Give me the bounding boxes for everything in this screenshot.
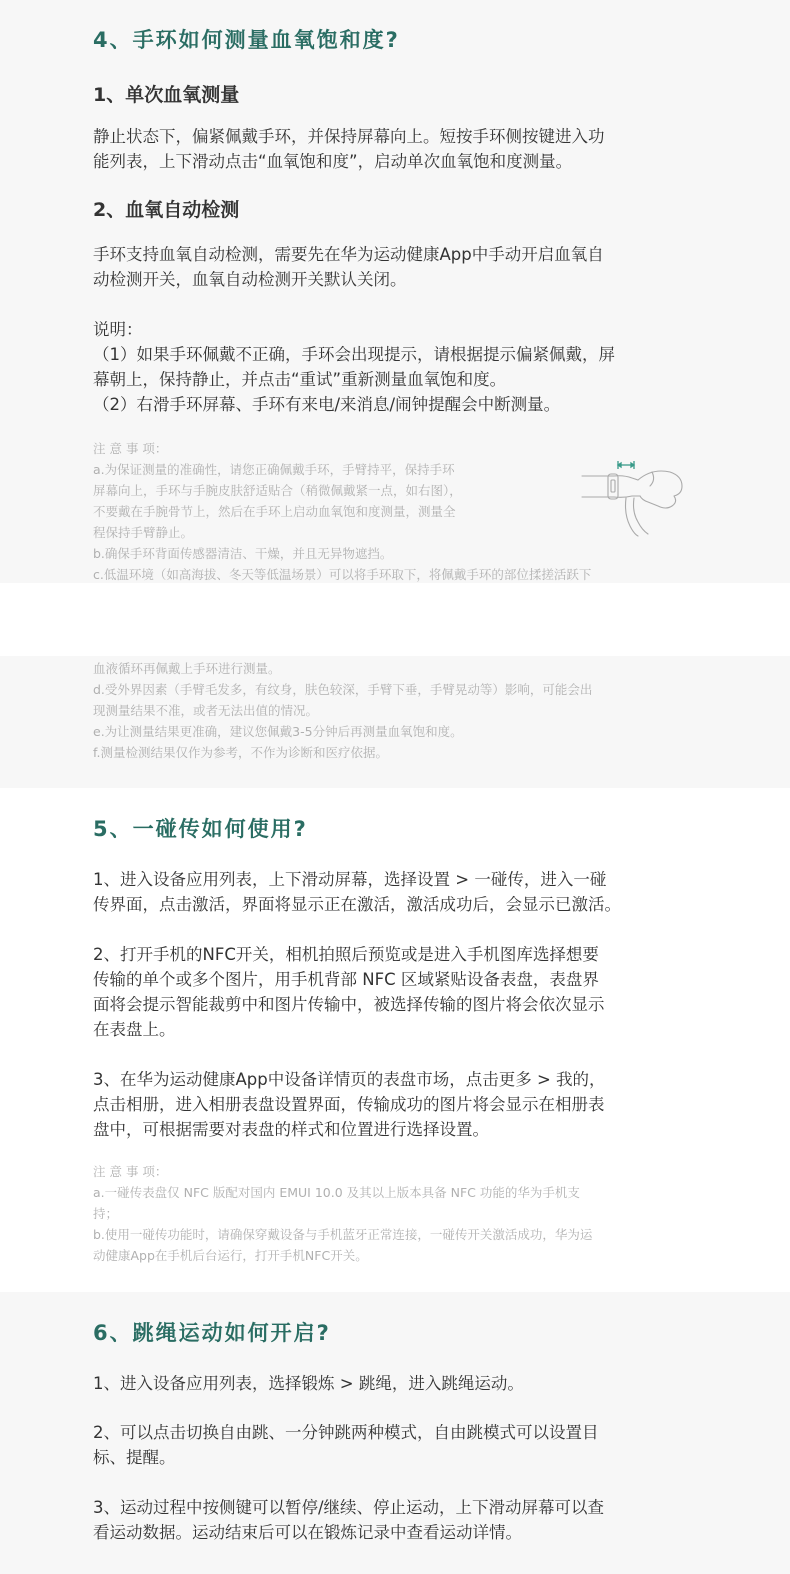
text-line: 3、在华为运动健康App中设备详情页的表盘市场，点击更多 > 我的， — [93, 1070, 606, 1089]
explanation-text — [93, 317, 693, 417]
section-5-step-3 — [93, 1067, 693, 1142]
text-line: （2）右滑手环屏幕、手环有来电/来消息/闹钟提醒会中断测量。 — [93, 395, 561, 414]
auto-detect-title: 2、血氧自动检测 — [93, 199, 240, 221]
text-line: 看运动数据。运动结束后可以在锻炼记录中查看运动详情。 — [93, 1523, 522, 1542]
note-line: 持； — [93, 1206, 119, 1221]
section-5-step-1 — [93, 867, 693, 917]
note-line: b.使用一碰传功能时，请确保穿戴设备与手机蓝牙正常连接，一碰传开关激活成功，华为运 — [93, 1227, 593, 1242]
section-4-notes-bottom — [93, 658, 693, 763]
section-4-gap — [0, 583, 790, 656]
note-line: a.为保证测量的准确性，请您正确佩戴手环，手臂持平，保持手环 — [93, 462, 455, 477]
text-line: 在表盘上。 — [93, 1020, 176, 1039]
text-line: 能列表，上下滑动点击“血氧饱和度”，启动单次血氧饱和度测量。 — [93, 152, 573, 171]
section-4-title: 4、手环如何测量血氧饱和度? — [93, 28, 400, 52]
auto-detect-text — [93, 242, 693, 292]
note-line: c.低温环境（如高海拔、冬天等低温场景）可以将手环取下，将佩戴手环的部位揉搓活跃下 — [93, 567, 592, 582]
note-line: 动健康App在手机后台运行，打开手机NFC开关。 — [93, 1248, 368, 1263]
section-5-title: 5、一碰传如何使用? — [93, 817, 308, 841]
text-line: 静止状态下，偏紧佩戴手环，并保持屏幕向上。短按手环侧按键进入功 — [93, 127, 605, 146]
text-line: 动检测开关，血氧自动检测开关默认关闭。 — [93, 270, 407, 289]
section-6-title: 6、跳绳运动如何开启? — [93, 1321, 331, 1345]
note-heading: 注 意 事 项： — [93, 441, 168, 456]
text-line: 点击相册，进入相册表盘设置界面，传输成功的图片将会显示在相册表 — [93, 1095, 605, 1114]
text-line: （1）如果手环佩戴不正确，手环会出现提示，请根据提示偏紧佩戴，屏 — [93, 345, 615, 364]
wrist-band-icon — [578, 456, 688, 538]
note-line: 程保持手臂静止。 — [93, 525, 194, 540]
text-line: 3、运动过程中按侧键可以暂停/继续、停止运动，上下滑动屏幕可以查 — [93, 1498, 605, 1517]
text-line: 1、进入设备应用列表，选择锻炼 > 跳绳，进入跳绳运动。 — [93, 1374, 524, 1393]
text-line: 1、进入设备应用列表，上下滑动屏幕，选择设置 > 一碰传，进入一碰 — [93, 870, 607, 889]
single-measure-title: 1、单次血氧测量 — [93, 84, 240, 106]
note-line: 不要戴在手腕骨节上，然后在手环上启动血氧饱和度测量，测量全 — [93, 504, 456, 519]
text-line: 面将会提示智能裁剪中和图片传输中，被选择传输的图片将会依次显示 — [93, 995, 605, 1014]
section-6-step-2 — [93, 1420, 693, 1470]
note-line: 屏幕向上，手环与手腕皮肤舒适贴合（稍微佩戴紧一点，如右图）， — [93, 483, 462, 498]
note-line: e.为让测量结果更准确，建议您佩戴3-5分钟后再测量血氧饱和度。 — [93, 724, 463, 739]
text-line: 标、提醒。 — [93, 1448, 176, 1467]
text-line: 2、可以点击切换自由跳、一分钟跳两种模式，自由跳模式可以设置目 — [93, 1423, 599, 1442]
single-measure-text — [93, 124, 693, 174]
note-line: b.确保手环背面传感器清洁、干燥，并且无异物遮挡。 — [93, 546, 393, 561]
section-5-notes — [93, 1161, 693, 1266]
section-6-step-1 — [93, 1371, 693, 1396]
note-heading: 注 意 事 项： — [93, 1164, 168, 1179]
text-line: 传输的单个或多个图片，用手机背部 NFC 区域紧贴设备表盘，表盘界 — [93, 970, 599, 989]
text-line: 2、打开手机的NFC开关，相机拍照后预览或是进入手机图库选择想要 — [93, 945, 599, 964]
note-line: a.一碰传表盘仅 NFC 版配对国内 EMUI 10.0 及其以上版本具备 NFC 功能的华为手机支 — [93, 1185, 580, 1200]
note-line: 现测量结果不准，或者无法出值的情况。 — [93, 703, 319, 718]
text-line: 说明： — [93, 320, 143, 339]
note-line: d.受外界因素（手臂毛发多，有纹身，肤色较深，手臂下垂，手臂晃动等）影响，可能会出 — [93, 682, 593, 697]
note-line: 血液循环再佩戴上手环进行测量。 — [93, 661, 281, 676]
text-line: 手环支持血氧自动检测，需要先在华为运动健康App中手动开启血氧自 — [93, 245, 604, 264]
section-5-step-2 — [93, 942, 693, 1042]
section-6-step-3 — [93, 1495, 693, 1545]
text-line: 传界面，点击激活，界面将显示正在激活，激活成功后，会显示已激活。 — [93, 895, 621, 914]
text-line: 幕朝上，保持静止，并点击“重试”重新测量血氧饱和度。 — [93, 370, 507, 389]
text-line: 盘中，可根据需要对表盘的样式和位置进行选择设置。 — [93, 1120, 489, 1139]
note-line: f.测量检测结果仅作为参考，不作为诊断和医疗依据。 — [93, 745, 388, 760]
